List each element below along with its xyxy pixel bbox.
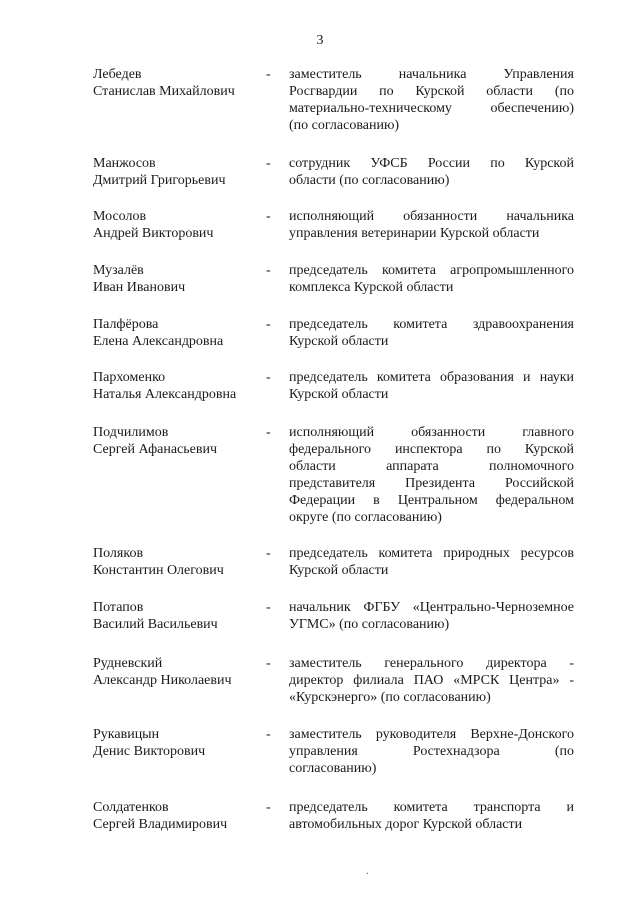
separator-dash: - xyxy=(266,263,271,278)
member-given-names: Елена Александровна xyxy=(93,334,224,349)
separator-dash: - xyxy=(266,800,271,815)
member-given-names: Иван Иванович xyxy=(93,280,186,295)
position-line: «Курскэнерго» (по согласованию) xyxy=(289,690,491,705)
member-given-names: Александр Николаевич xyxy=(93,673,232,688)
member-surname: Лебедев xyxy=(93,67,142,82)
member-given-names: Наталья Александровна xyxy=(93,387,237,402)
member-name xyxy=(93,262,263,296)
member-position xyxy=(289,155,574,189)
position-line: председатель комитета здравоохранения xyxy=(289,317,574,332)
member-name xyxy=(93,155,263,189)
position-line: Курской области xyxy=(289,563,389,578)
member-surname: Пархоменко xyxy=(93,370,166,385)
member-surname: Подчилимов xyxy=(93,425,169,440)
position-line: представителя Президента Российской xyxy=(289,476,574,491)
position-line: Курской области xyxy=(289,334,389,349)
member-position xyxy=(289,262,574,296)
member-given-names: Константин Олегович xyxy=(93,563,224,578)
position-line: заместитель генерального директора - xyxy=(289,656,574,671)
member-surname: Солдатенков xyxy=(93,800,169,815)
page-number: 3 xyxy=(316,33,324,48)
position-line: сотрудник УФСБ России по Курской xyxy=(289,156,574,171)
member-position xyxy=(289,726,574,777)
position-line: (по согласованию) xyxy=(289,118,400,133)
member-given-names: Василий Васильевич xyxy=(93,617,218,632)
member-surname: Потапов xyxy=(93,600,144,615)
member-position xyxy=(289,655,574,706)
member-surname: Палфёрова xyxy=(93,317,159,332)
member-name xyxy=(93,799,263,833)
position-line: материально-техническому обеспечению) xyxy=(289,101,574,116)
separator-dash: - xyxy=(266,656,271,671)
member-surname: Рукавицын xyxy=(93,727,160,742)
position-line: согласованию) xyxy=(289,761,377,776)
member-position xyxy=(289,369,574,403)
position-line: Курской области xyxy=(289,387,389,402)
position-line: УГМС» (по согласованию) xyxy=(289,617,450,632)
member-given-names: Станислав Михайлович xyxy=(93,84,235,99)
member-name xyxy=(93,599,263,633)
member-surname: Рудневский xyxy=(93,656,163,671)
position-line: начальник ФГБУ «Центрально-Черноземное xyxy=(289,600,574,615)
member-name xyxy=(93,66,263,100)
position-line: области (по согласованию) xyxy=(289,173,450,188)
position-line: заместитель начальника Управления xyxy=(289,67,574,82)
position-line: управления ветеринарии Курской области xyxy=(289,226,540,241)
separator-dash: - xyxy=(266,370,271,385)
member-surname: Мосолов xyxy=(93,209,147,224)
member-name xyxy=(93,726,263,760)
member-surname: Поляков xyxy=(93,546,144,561)
position-line: автомобильных дорог Курской области xyxy=(289,817,523,832)
position-line: председатель комитета агропромышленного xyxy=(289,263,574,278)
member-name xyxy=(93,545,263,579)
position-line: заместитель руководителя Верхне-Донского xyxy=(289,727,574,742)
position-line: округе (по согласованию) xyxy=(289,510,442,525)
separator-dash: - xyxy=(266,317,271,332)
position-line: председатель комитета транспорта и xyxy=(289,800,574,815)
member-given-names: Денис Викторович xyxy=(93,744,206,759)
member-name xyxy=(93,208,263,242)
member-position xyxy=(289,208,574,242)
position-line: управления Ростехнадзора (по xyxy=(289,744,574,759)
position-line: Росгвардии по Курской области (по xyxy=(289,84,574,99)
member-surname: Манжосов xyxy=(93,156,156,171)
member-given-names: Андрей Викторович xyxy=(93,226,214,241)
member-position xyxy=(289,424,574,526)
member-position xyxy=(289,316,574,350)
position-line: директор филиала ПАО «МРСК Центра» - xyxy=(289,673,574,688)
position-line: председатель комитета образования и науки xyxy=(289,370,574,385)
separator-dash: - xyxy=(266,209,271,224)
member-surname: Музалёв xyxy=(93,263,144,278)
member-position xyxy=(289,799,574,833)
position-line: области аппарата полномочного xyxy=(289,459,574,474)
separator-dash: - xyxy=(266,546,271,561)
position-line: председатель комитета природных ресурсов xyxy=(289,546,574,561)
separator-dash: - xyxy=(266,600,271,615)
separator-dash: - xyxy=(266,425,271,440)
member-name xyxy=(93,655,263,689)
separator-dash: - xyxy=(266,156,271,171)
separator-dash: - xyxy=(266,727,271,742)
member-name xyxy=(93,369,263,403)
member-position xyxy=(289,545,574,579)
member-name xyxy=(93,424,263,458)
position-line: исполняющий обязанности начальника xyxy=(289,209,574,224)
member-position xyxy=(289,66,574,134)
member-given-names: Сергей Афанасьевич xyxy=(93,442,218,457)
position-line: Федерации в Центральном федеральном xyxy=(289,493,574,508)
member-name xyxy=(93,316,263,350)
position-line: исполняющий обязанности главного xyxy=(289,425,574,440)
page-mark: . xyxy=(366,866,369,877)
position-line: федерального инспектора по Курской xyxy=(289,442,574,457)
member-given-names: Сергей Владимирович xyxy=(93,817,228,832)
member-position xyxy=(289,599,574,633)
position-line: комплекса Курской области xyxy=(289,280,454,295)
separator-dash: - xyxy=(266,67,271,82)
member-given-names: Дмитрий Григорьевич xyxy=(93,173,226,188)
